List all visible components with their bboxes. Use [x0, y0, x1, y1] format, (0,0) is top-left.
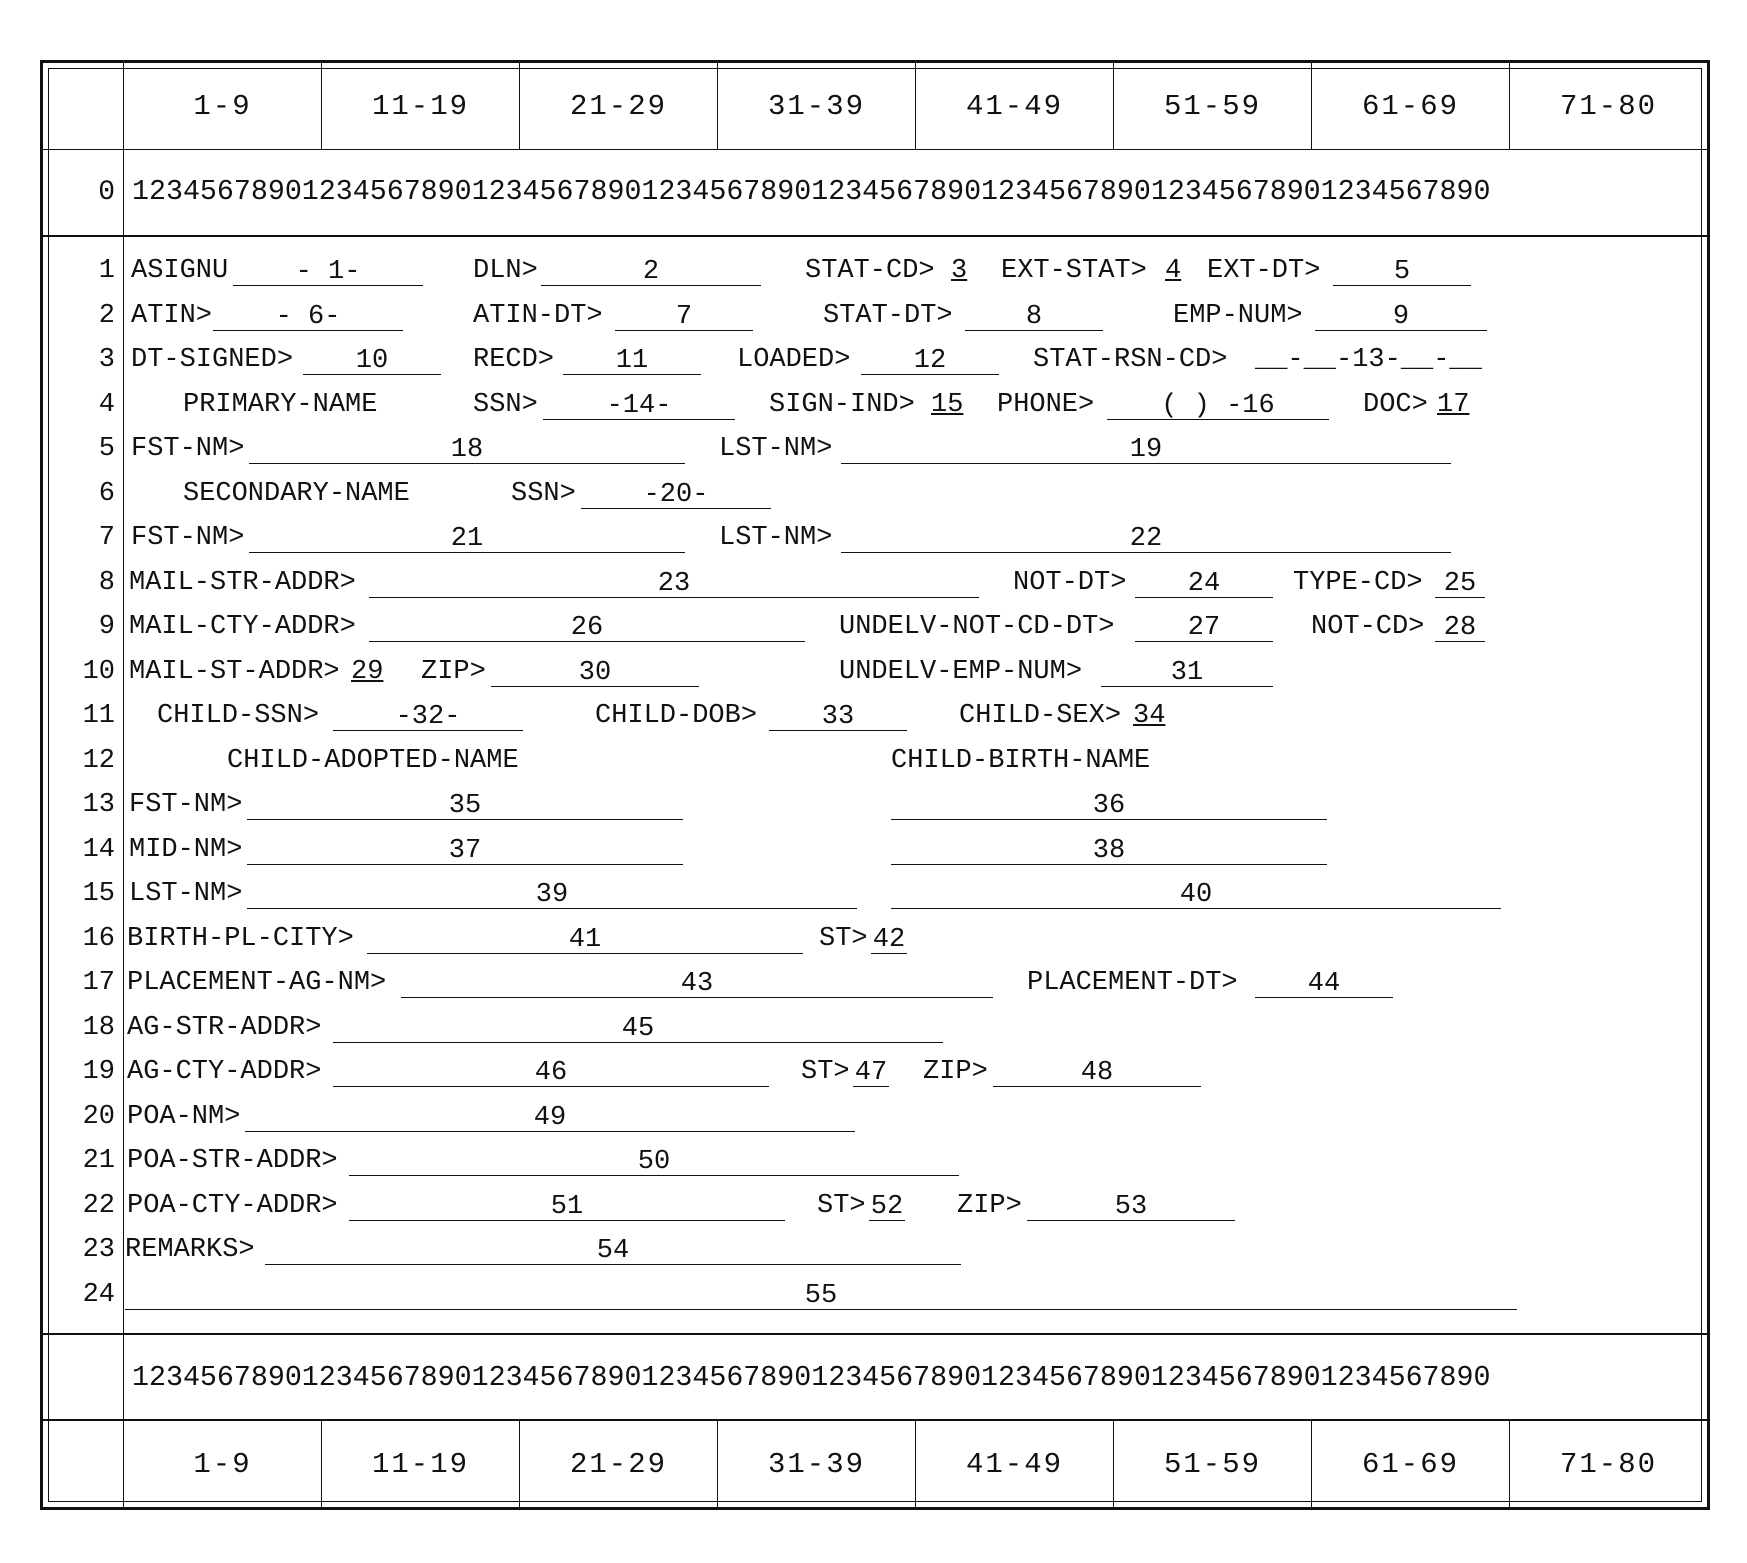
field-label: SSN> — [473, 389, 538, 420]
field-label: SSN> — [511, 478, 576, 509]
field-label: PLACEMENT-DT> — [1027, 968, 1238, 998]
field-label: ZIP> — [421, 656, 486, 687]
screen-layout-form — [40, 60, 1710, 1510]
field-label: STAT-DT> — [823, 300, 953, 331]
row-number: 10 — [82, 656, 115, 687]
form-row — [43, 294, 1707, 338]
form-row — [43, 828, 1707, 872]
row-number: 3 — [98, 345, 115, 375]
field-label: CHILD-SEX> — [959, 701, 1122, 731]
column-range-header: 11-19 — [322, 63, 520, 149]
field-label: MAIL-ST-ADDR> — [129, 656, 340, 687]
field-slot[interactable]: 11 — [563, 344, 701, 375]
column-range-header: 51-59 — [1114, 63, 1312, 149]
field-label: ZIP> — [957, 1190, 1022, 1221]
form-row — [43, 1228, 1707, 1272]
field-label: MAIL-STR-ADDR> — [129, 567, 356, 598]
field-slot[interactable]: 45 — [333, 1012, 943, 1043]
column-range-header: 21-29 — [520, 63, 718, 149]
field-label: NOT-DT> — [1013, 567, 1127, 598]
field-label: TYPE-CD> — [1293, 567, 1423, 598]
field-slot[interactable]: 48 — [993, 1056, 1201, 1087]
form-row — [43, 917, 1707, 961]
form-row — [43, 1006, 1707, 1050]
form-row — [43, 383, 1707, 427]
top-column-header — [43, 63, 1707, 150]
column-range-header: 11-19 — [322, 1421, 520, 1507]
field-slot[interactable]: 9 — [1315, 300, 1487, 331]
field-slot[interactable]: 44 — [1255, 967, 1393, 998]
field-slot[interactable]: - 1- — [233, 255, 423, 286]
column-range-header: 1-9 — [124, 63, 322, 149]
form-row — [43, 338, 1707, 382]
field-slot[interactable]: 22 — [841, 522, 1451, 553]
field-slot[interactable]: 27 — [1135, 611, 1273, 642]
field-slot[interactable]: 39 — [247, 878, 857, 909]
form-row — [43, 783, 1707, 827]
field-label: POA-STR-ADDR> — [127, 1146, 338, 1176]
form-row — [43, 561, 1707, 605]
field-label: FST-NM> — [131, 434, 245, 464]
field-slot[interactable]: 40 — [891, 878, 1501, 909]
form-body — [43, 235, 1707, 1341]
bottom-column-header — [43, 1419, 1707, 1507]
field-label: POA-NM> — [127, 1101, 241, 1132]
field-label: MAIL-CTY-ADDR> — [129, 612, 356, 642]
field-label: DLN> — [473, 256, 538, 286]
field-slot[interactable]: 47 — [854, 1058, 888, 1088]
form-row — [43, 1273, 1707, 1317]
field-slot[interactable]: 37 — [247, 834, 683, 865]
field-slot[interactable]: 41 — [367, 923, 803, 954]
field-label: DOC> — [1363, 389, 1428, 420]
column-range-header: 31-39 — [718, 63, 916, 149]
form-row — [43, 1139, 1707, 1183]
field-slot[interactable]: 55 — [125, 1279, 1517, 1310]
ruler-label: 0 — [98, 176, 115, 208]
field-slot[interactable]: 10 — [303, 344, 441, 375]
row-number: 20 — [82, 1101, 115, 1132]
field-label: BIRTH-PL-CITY> — [127, 923, 354, 954]
ruler-digits: 12345678901234567890123456789012345678901234567890123456789012345678901234567890 — [123, 149, 1707, 235]
row-number: 19 — [82, 1057, 115, 1087]
field-slot-inline[interactable]: 34 — [1133, 701, 1166, 731]
field-slot[interactable]: 28 — [1435, 611, 1485, 642]
column-range-header: 71-80 — [1559, 89, 1657, 123]
form-row — [43, 1050, 1707, 1094]
field-slot[interactable]: -14- — [543, 389, 735, 420]
field-label: PRIMARY-NAME — [183, 389, 378, 420]
column-range-header: 71-80 — [1559, 1447, 1657, 1481]
row-number: 22 — [82, 1190, 115, 1221]
field-slot[interactable]: ( ) -16 — [1107, 389, 1329, 420]
field-label: DT-SIGNED> — [131, 345, 294, 375]
field-slot[interactable]: 54 — [265, 1234, 961, 1265]
row-number: 16 — [82, 923, 115, 954]
field-slot[interactable]: 42 — [872, 924, 906, 955]
field-label: SIGN-IND> — [769, 389, 915, 420]
field-label: EMP-NUM> — [1173, 300, 1303, 331]
field-label: STAT-CD> — [805, 256, 935, 286]
field-label: ATIN-DT> — [473, 300, 603, 331]
row-number: 11 — [82, 701, 115, 731]
field-slot[interactable]: 21 — [249, 522, 685, 553]
form-row — [43, 472, 1707, 516]
form-row — [43, 516, 1707, 560]
row-number: 12 — [82, 745, 115, 776]
form-row — [43, 605, 1707, 649]
field-slot[interactable]: 51 — [349, 1190, 785, 1221]
form-row — [43, 650, 1707, 694]
field-label: POA-CTY-ADDR> — [127, 1190, 338, 1221]
field-label: CHILD-SSN> — [157, 701, 320, 731]
field-label: SECONDARY-NAME — [183, 478, 410, 509]
bottom-column-ruler — [43, 1333, 1707, 1421]
column-range-header: 61-69 — [1312, 1421, 1510, 1507]
column-range-header: 21-29 — [520, 1421, 718, 1507]
field-slot[interactable]: -32- — [333, 700, 523, 731]
column-range-header: 41-49 — [916, 1421, 1114, 1507]
column-range-header: 51-59 — [1114, 1421, 1312, 1507]
field-label: PLACEMENT-AG-NM> — [127, 968, 387, 998]
ruler-label-blank — [43, 1335, 123, 1421]
row-number: 14 — [82, 834, 115, 865]
field-label: NOT-CD> — [1311, 612, 1425, 642]
field-label: __-__-13-__-__ — [1255, 345, 1482, 375]
field-slot[interactable]: 52 — [870, 1191, 904, 1222]
row-number: 15 — [82, 879, 115, 909]
field-label: ST> — [819, 923, 868, 954]
form-row — [43, 694, 1707, 738]
form-row — [43, 427, 1707, 471]
row-number: 1 — [98, 256, 115, 286]
field-slot[interactable]: 36 — [891, 789, 1327, 820]
field-slot[interactable]: 12 — [861, 344, 999, 375]
field-slot[interactable]: 38 — [891, 834, 1327, 865]
field-label: FST-NM> — [129, 790, 243, 820]
field-slot[interactable]: 33 — [769, 700, 907, 731]
field-slot[interactable]: 5 — [1333, 255, 1471, 286]
ruler-digits-bottom: 12345678901234567890123456789012345678901234567890123456789012345678901234567890 — [123, 1335, 1707, 1421]
field-label: FST-NM> — [131, 523, 245, 553]
field-slot[interactable]: 19 — [841, 433, 1451, 464]
field-label: ST> — [801, 1057, 850, 1087]
field-label: ST> — [817, 1190, 866, 1221]
form-row — [43, 739, 1707, 783]
row-number: 2 — [98, 300, 115, 331]
column-range-header: 31-39 — [718, 1421, 916, 1507]
field-slot-inline[interactable]: 4 — [1165, 256, 1182, 286]
field-slot[interactable]: 46 — [333, 1056, 769, 1087]
column-range-header: 61-69 — [1312, 63, 1510, 149]
field-label: LOADED> — [737, 345, 851, 375]
top-column-ruler — [43, 149, 1707, 237]
field-label: CHILD-DOB> — [595, 701, 758, 731]
row-number: 5 — [98, 434, 115, 464]
field-slot[interactable]: 31 — [1101, 656, 1273, 687]
row-number: 4 — [98, 389, 115, 420]
field-label: CHILD-BIRTH-NAME — [891, 745, 1151, 776]
field-label: LST-NM> — [719, 434, 833, 464]
field-slot[interactable]: 49 — [245, 1101, 855, 1132]
field-slot-inline[interactable]: 29 — [351, 656, 384, 687]
row-number: 8 — [98, 567, 115, 598]
row-number: 13 — [82, 790, 115, 820]
field-slot[interactable]: 25 — [1435, 567, 1485, 598]
field-label: CHILD-ADOPTED-NAME — [227, 745, 519, 776]
row-number: 24 — [82, 1279, 115, 1310]
field-slot[interactable]: 18 — [249, 433, 685, 464]
form-row — [43, 249, 1707, 293]
field-slot[interactable]: - 6- — [213, 300, 403, 331]
field-slot-inline[interactable]: 3 — [951, 256, 968, 286]
field-label: PHONE> — [997, 389, 1095, 420]
form-row — [43, 1184, 1707, 1228]
header-stub — [43, 63, 124, 149]
field-slot[interactable]: 35 — [247, 789, 683, 820]
row-number: 21 — [82, 1146, 115, 1176]
field-slot[interactable]: 26 — [369, 611, 805, 642]
field-label: UNDELV-NOT-CD-DT> — [839, 612, 1115, 642]
field-label: EXT-DT> — [1207, 256, 1321, 286]
field-slot[interactable]: 43 — [401, 967, 993, 998]
row-number: 17 — [82, 968, 115, 998]
field-slot[interactable]: -20- — [581, 478, 771, 509]
field-slot[interactable]: 8 — [965, 300, 1103, 331]
form-row — [43, 1095, 1707, 1139]
field-label: AG-STR-ADDR> — [127, 1012, 322, 1043]
field-label: REMARKS> — [125, 1235, 255, 1265]
row-number: 6 — [98, 478, 115, 509]
form-row — [43, 872, 1707, 916]
field-slot-inline[interactable]: 17 — [1437, 389, 1470, 420]
field-slot[interactable]: 50 — [349, 1145, 959, 1176]
field-label: AG-CTY-ADDR> — [127, 1057, 322, 1087]
field-label: MID-NM> — [129, 834, 243, 865]
row-number: 9 — [98, 612, 115, 642]
column-range-header: 1-9 — [124, 1421, 322, 1507]
header-stub — [43, 1421, 124, 1507]
field-label: RECD> — [473, 345, 555, 375]
field-label: ATIN> — [131, 300, 213, 331]
field-label: EXT-STAT> — [1001, 256, 1147, 286]
field-slot[interactable]: 2 — [541, 255, 761, 286]
row-number: 18 — [82, 1012, 115, 1043]
field-slot-inline[interactable]: 15 — [931, 389, 964, 420]
form-row — [43, 961, 1707, 1005]
row-number: 23 — [82, 1235, 115, 1265]
field-label: ZIP> — [923, 1057, 988, 1087]
field-label: LST-NM> — [719, 523, 833, 553]
field-slot[interactable]: 23 — [369, 567, 979, 598]
field-label: STAT-RSN-CD> — [1033, 345, 1228, 375]
column-range-header: 41-49 — [916, 63, 1114, 149]
field-slot[interactable]: 24 — [1135, 567, 1273, 598]
field-slot[interactable]: 53 — [1027, 1190, 1235, 1221]
field-label: LST-NM> — [129, 879, 243, 909]
field-label: UNDELV-EMP-NUM> — [839, 656, 1083, 687]
row-number: 7 — [98, 523, 115, 553]
field-label: ASIGNU — [131, 256, 229, 286]
field-slot[interactable]: 7 — [615, 300, 753, 331]
field-slot[interactable]: 30 — [491, 656, 699, 687]
